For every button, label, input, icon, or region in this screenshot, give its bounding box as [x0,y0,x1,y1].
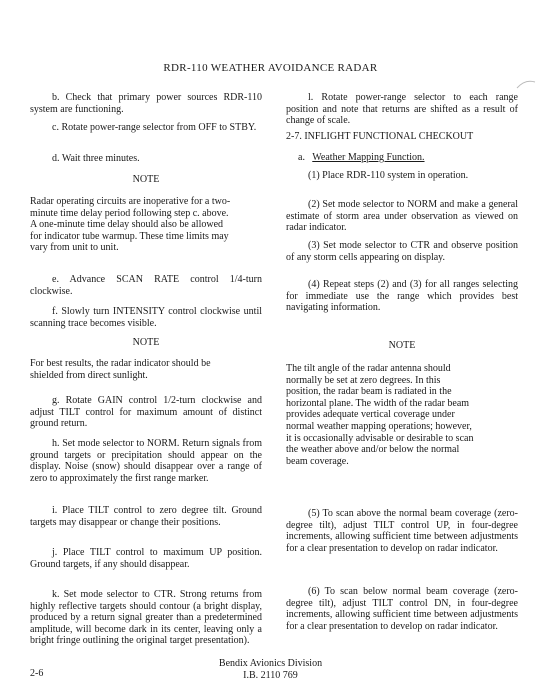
note-heading: NOTE [132,174,160,185]
step-d: d. Wait three minutes. [52,153,140,164]
page-number: 2-6 [30,668,44,679]
step-5: (5) To scan above the normal beam coverage (zero-degree tilt), adjust TILT control UP, in four-degree increments, allowing sufficient time between adjustments for a clear presentation to develop on radar indicator. [286,508,518,554]
step-f: f. Slowly turn INTENSITY control clockwise until scanning trace becomes visible. [30,306,262,329]
footer-division: Bendix Avionics Division [218,658,323,669]
step-l: l. Rotate power-range selector to each range position and note that returns are shifted as a result of change of scale. [286,92,518,127]
step-k: k. Set mode selector to CTR. Strong returns from highly reflective targets should contour (a bright display, produced by a return signal greater than a predetermined amplitude, will become dark in its center, leaving only a bright fringe outlining the original target presentation). [30,589,262,647]
subsection-title: Weather Mapping Function. [312,152,425,163]
note-heading: NOTE [388,340,416,351]
page-header: RDR-110 WEATHER AVOIDANCE RADAR [163,62,378,74]
note-body: Radar operating circuits are inoperative for a two-minute time delay period following step c. above. A one-minute time delay should also be allowed for indicator tube warmup. These time limits may vary from unit to unit. [30,196,231,254]
step-b: b. Check that primary power sources RDR-110 system are functioning. [30,92,262,115]
step-6: (6) To scan below normal beam coverage (zero-degree tilt), adjust TILT control DN, in four-degree increments, allowing sufficient time between adjustments for a clear presentation to develop on radar indicator. [286,586,518,632]
subsection-label: a. [298,152,305,163]
step-h: h. Set mode selector to NORM. Return signals from ground targets or precipitation should appear on the display. Noise (snow) should disappear over a range of zero to approximately the first range marker. [30,438,262,484]
note-heading: NOTE [132,337,160,348]
margin-mark [515,78,537,90]
section-heading: 2-7. INFLIGHT FUNCTIONAL CHECKOUT [286,131,474,142]
step-j: j. Place TILT control to maximum UP position. Ground targets, if any should disappear. [30,547,262,570]
step-g: g. Rotate GAIN control 1/2-turn clockwise and adjust TILT control for maximum amount of distinct ground return. [30,395,262,430]
note-body: The tilt angle of the radar antenna should normally be set at zero degrees. In this position, the radar beam is radiated in the horizontal plane. The width of the radar beam provides adequate vertical coverage under normal weather mapping operations; however, it is occasionally advisable or desirable to scan the weather above and/or below the normal beam coverage. [286,363,474,467]
step-3: (3) Set mode selector to CTR and observe position of any storm cells appearing on display. [286,240,518,263]
step-1: (1) Place RDR-110 system in operation. [308,170,469,181]
note-body: For best results, the radar indicator should be shielded from direct sunlight. [30,358,211,381]
step-i: i. Place TILT control to zero degree tilt. Ground targets may disappear or change their positions. [30,505,262,528]
footer-ib-number: I.B. 2110 769 [243,669,298,681]
step-e: e. Advance SCAN RATE control 1/4-turn clockwise. [30,274,262,297]
page-footer [0,658,541,681]
subsection-a [286,152,518,164]
step-c: c. Rotate power-range selector from OFF to STBY. [52,122,257,133]
step-2: (2) Set mode selector to NORM and make a general estimate of storm area under observation as viewed on radar indicator. [286,199,518,234]
step-4: (4) Repeat steps (2) and (3) for all ranges selecting for immediate use the range which provides best navigating information. [286,279,518,314]
